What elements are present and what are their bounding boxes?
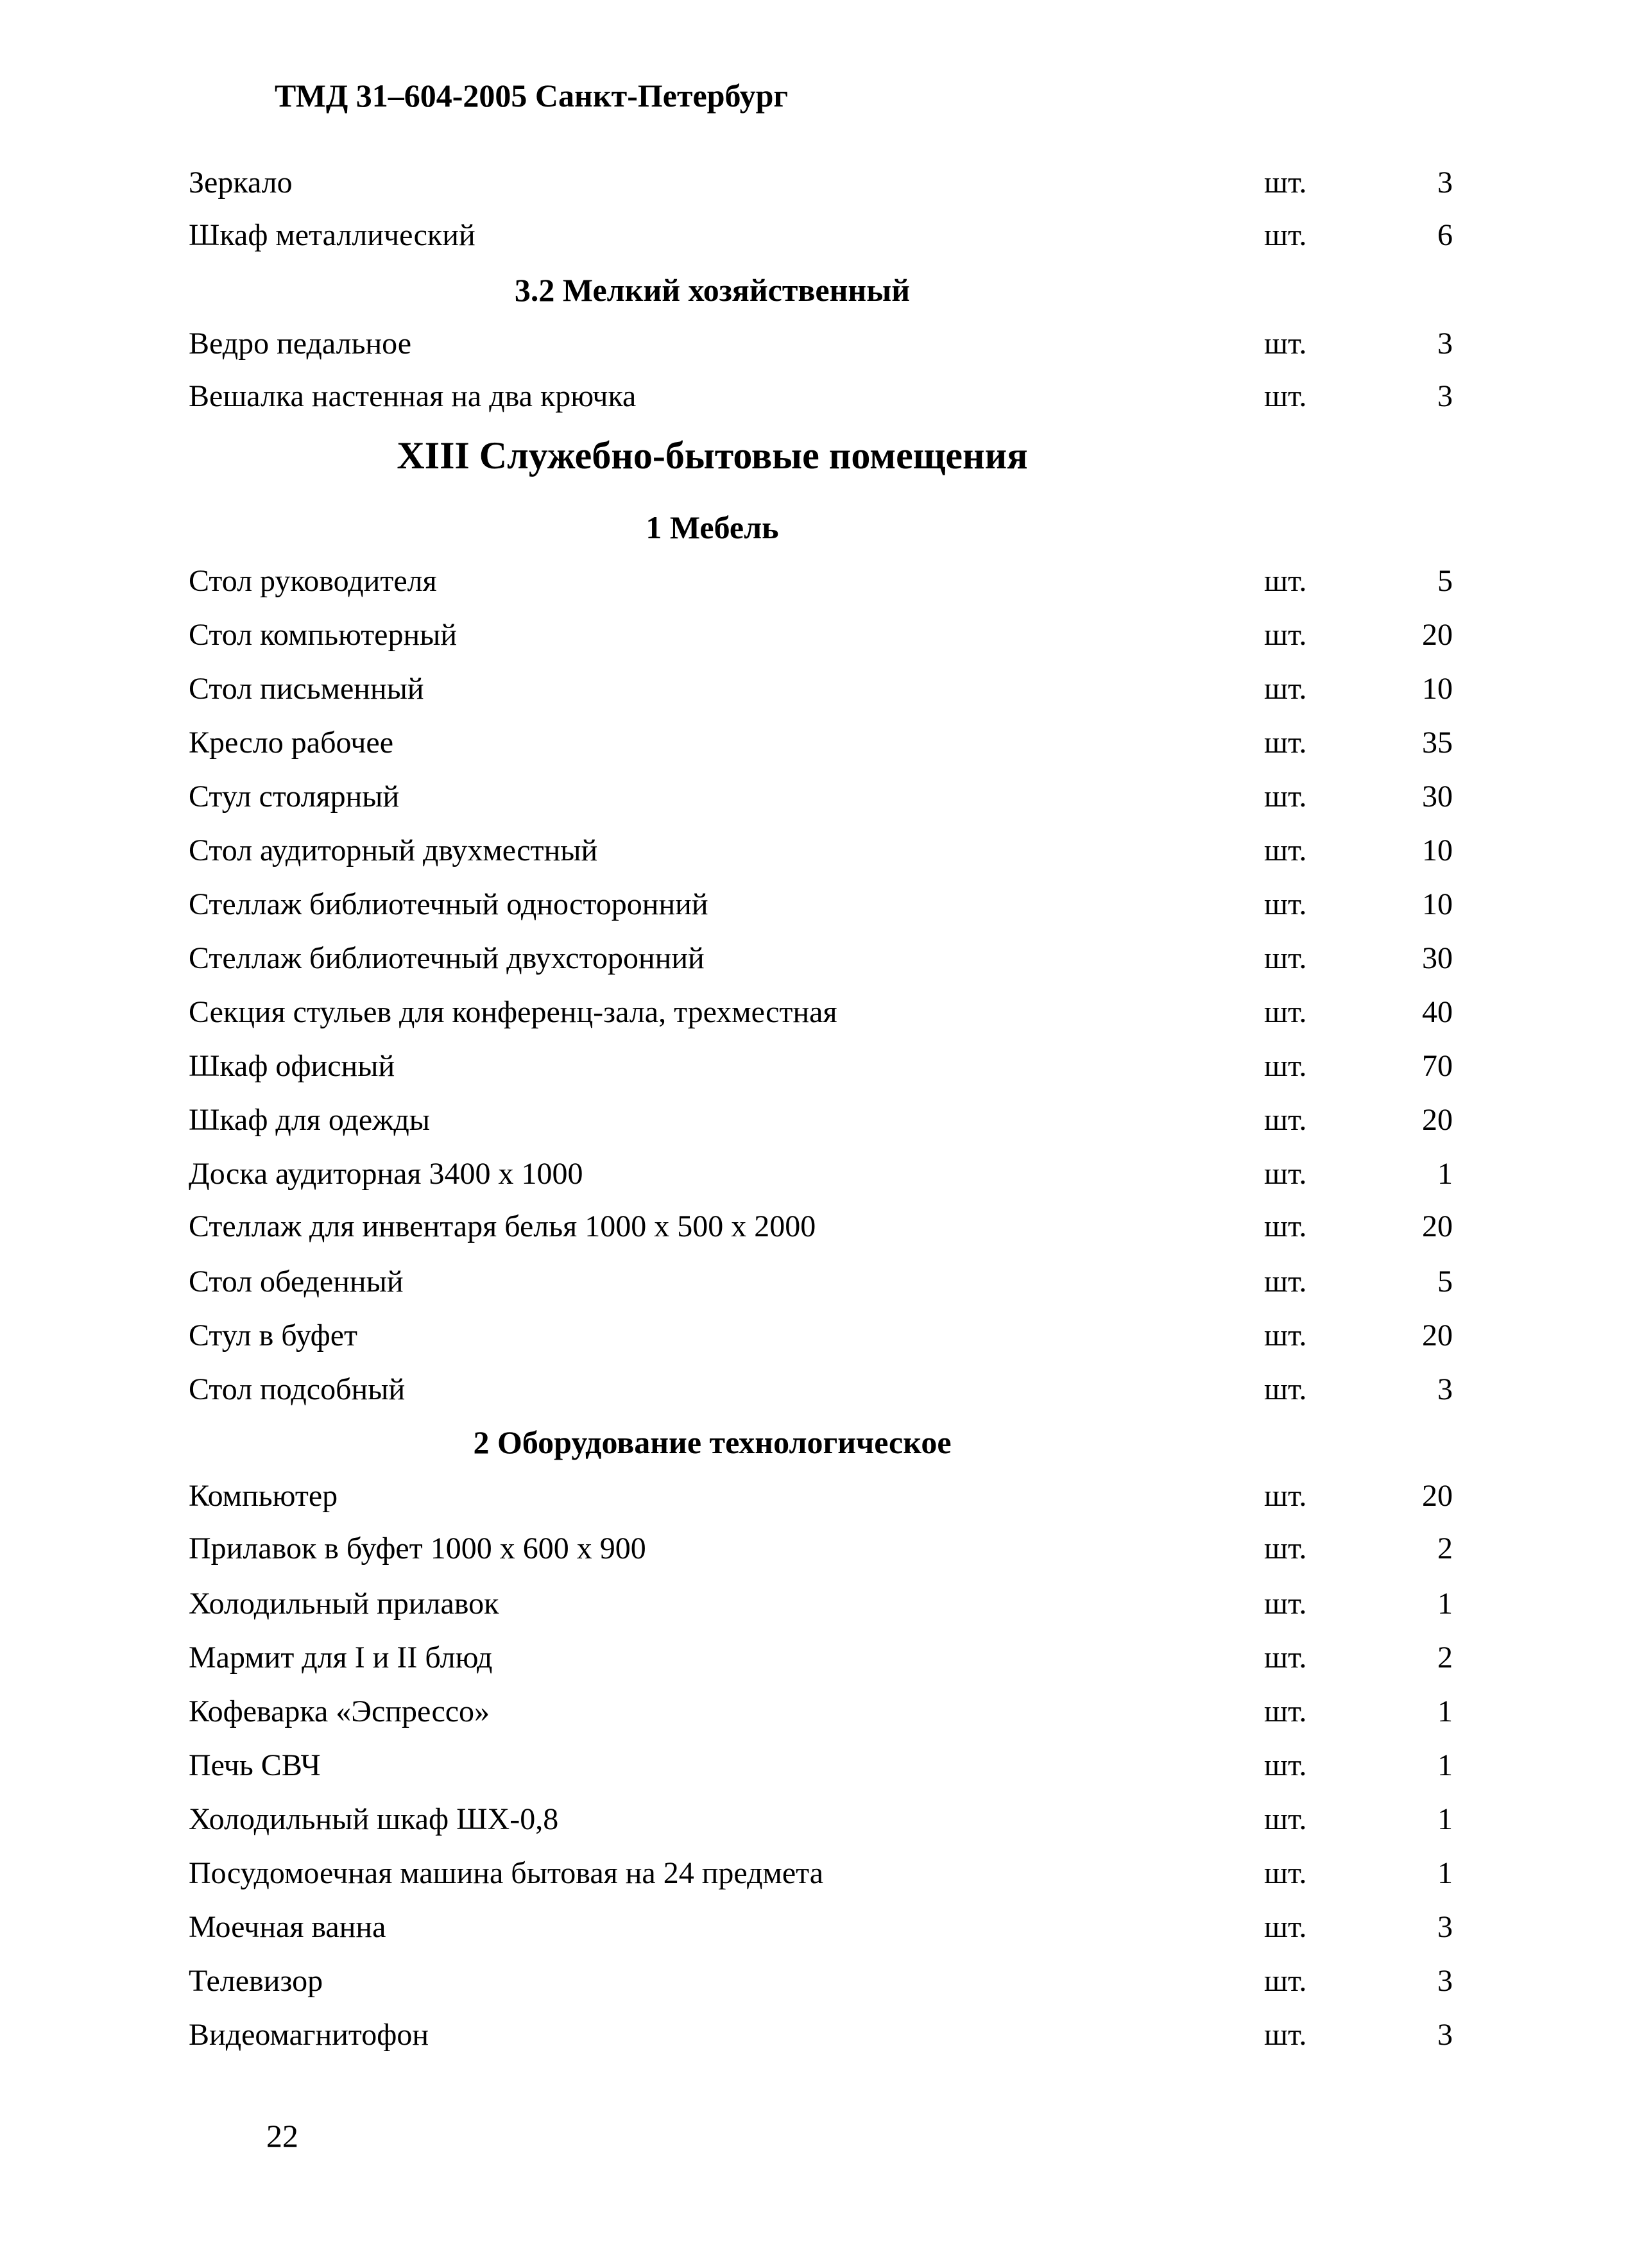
item-quantity: 20 (1422, 1103, 1453, 1137)
list-item (0, 663, 1644, 717)
item-unit: шт. (1264, 1372, 1307, 1406)
item-name: Стол аудиторный двухместный (189, 833, 598, 867)
list-item (0, 1956, 1644, 2009)
list-item (0, 1578, 1644, 1632)
item-unit: шт. (1264, 780, 1307, 814)
item-name: Шкаф офисный (189, 1049, 395, 1083)
item-unit: шт. (1264, 1479, 1307, 1513)
item-unit: шт. (1264, 1157, 1307, 1191)
item-quantity: 3 (1437, 2018, 1453, 2052)
list-item (0, 1310, 1644, 1364)
list-item (0, 771, 1644, 825)
item-name: Мармит для I и II блюд (189, 1641, 493, 1675)
list-item (0, 717, 1644, 771)
item-unit: шт. (1264, 2018, 1307, 2052)
list-item (0, 1686, 1644, 1740)
item-unit: шт. (1264, 672, 1307, 706)
subsection-title: 2 Оборудование технологическое (473, 1424, 952, 1460)
item-unit: шт. (1264, 833, 1307, 867)
item-quantity: 1 (1437, 1802, 1453, 1836)
list-item (0, 1201, 1644, 1255)
item-quantity: 3 (1437, 1964, 1453, 1998)
item-quantity: 20 (1422, 1209, 1453, 1243)
item-unit: шт. (1264, 1802, 1307, 1836)
item-quantity: 1 (1437, 1856, 1453, 1890)
item-name: Печь СВЧ (189, 1748, 321, 1782)
item-quantity: 20 (1422, 1479, 1453, 1513)
list-item (0, 1523, 1644, 1577)
item-quantity: 10 (1422, 887, 1453, 921)
item-name: Стол компьютерный (189, 618, 458, 652)
item-name: Телевизор (189, 1964, 323, 1998)
list-item (0, 1848, 1644, 1902)
item-unit: шт. (1264, 1910, 1307, 1944)
item-name: Кресло рабочее (189, 726, 394, 760)
item-name: Ведро педальное (189, 327, 412, 361)
list-item (0, 1041, 1644, 1095)
item-quantity: 30 (1422, 780, 1453, 814)
item-unit: шт. (1264, 941, 1307, 975)
item-unit: шт. (1264, 327, 1307, 361)
subsection-title: 1 Мебель (646, 509, 779, 545)
item-unit: шт. (1264, 995, 1307, 1029)
item-name: Стол обеденный (189, 1265, 404, 1299)
page-number: 22 (266, 2118, 298, 2154)
item-name: Стеллаж библиотечный двухсторонний (189, 941, 705, 975)
document-header: ТМД 31–604-2005 Санкт-Петербург (275, 78, 789, 114)
item-name: Моечная ванна (189, 1910, 386, 1944)
item-name: Холодильный шкаф ШХ-0,8 (189, 1802, 559, 1836)
item-quantity: 1 (1437, 1748, 1453, 1782)
list-item (0, 879, 1644, 933)
item-name: Вешалка настенная на два крючка (189, 379, 637, 413)
item-unit: шт. (1264, 1209, 1307, 1243)
list-item (0, 1364, 1644, 1418)
list-item (0, 1148, 1644, 1202)
item-quantity: 1 (1437, 1587, 1453, 1621)
item-name: Секция стульев для конференц-зала, трехместная (189, 995, 837, 1029)
item-quantity: 10 (1422, 833, 1453, 867)
item-unit: шт. (1264, 1587, 1307, 1621)
item-name: Доска аудиторная 3400 х 1000 (189, 1157, 583, 1191)
list-item (0, 933, 1644, 987)
item-name: Шкаф для одежды (189, 1103, 431, 1137)
item-unit: шт. (1264, 1049, 1307, 1083)
item-quantity: 20 (1422, 618, 1453, 652)
list-item (0, 1095, 1644, 1148)
item-name: Стеллаж для инвентаря белья 1000 х 500 х 2000 (189, 1209, 816, 1243)
item-unit: шт. (1264, 166, 1307, 200)
item-name: Кофеварка «Эспрессо» (189, 1694, 490, 1728)
item-quantity: 6 (1437, 218, 1453, 252)
item-unit: шт. (1264, 1103, 1307, 1137)
item-quantity: 3 (1437, 1372, 1453, 1406)
item-name: Холодильный прилавок (189, 1587, 499, 1621)
list-item (0, 1256, 1644, 1310)
list-item (0, 1632, 1644, 1686)
item-name: Стеллаж библиотечный односторонний (189, 887, 708, 921)
item-quantity: 40 (1422, 995, 1453, 1029)
item-unit: шт. (1264, 1318, 1307, 1352)
item-quantity: 1 (1437, 1694, 1453, 1728)
subsection-title: 3.2 Мелкий хозяйственный (514, 272, 911, 308)
item-name: Стол письменный (189, 672, 424, 706)
item-name: Посудомоечная машина бытовая на 24 предмета (189, 1856, 824, 1890)
list-item (0, 987, 1644, 1041)
item-unit: шт. (1264, 887, 1307, 921)
list-item (0, 1794, 1644, 1848)
item-name: Компьютер (189, 1479, 338, 1513)
item-unit: шт. (1264, 1694, 1307, 1728)
list-item (0, 371, 1644, 425)
item-quantity: 2 (1437, 1531, 1453, 1565)
item-unit: шт. (1264, 218, 1307, 252)
item-quantity: 35 (1422, 726, 1453, 760)
item-quantity: 30 (1422, 941, 1453, 975)
list-item (0, 2009, 1644, 2063)
item-name: Видеомагнитофон (189, 2018, 429, 2052)
item-unit: шт. (1264, 618, 1307, 652)
item-name: Стол подсобный (189, 1372, 406, 1406)
list-item (0, 556, 1644, 610)
item-quantity: 5 (1437, 564, 1453, 598)
item-unit: шт. (1264, 1856, 1307, 1890)
item-name: Прилавок в буфет 1000 х 600 х 900 (189, 1531, 646, 1565)
item-quantity: 3 (1437, 327, 1453, 361)
item-quantity: 3 (1437, 166, 1453, 200)
list-item (0, 318, 1644, 372)
list-item (0, 1902, 1644, 1956)
item-unit: шт. (1264, 1748, 1307, 1782)
item-name: Шкаф металлический (189, 218, 475, 252)
section-title: XIII Служебно-бытовые помещения (397, 434, 1028, 477)
item-name: Стул в буфет (189, 1318, 358, 1352)
item-unit: шт. (1264, 1531, 1307, 1565)
list-item (0, 210, 1644, 264)
list-item (0, 825, 1644, 879)
item-unit: шт. (1264, 1964, 1307, 1998)
item-quantity: 2 (1437, 1641, 1453, 1675)
item-unit: шт. (1264, 1265, 1307, 1299)
item-quantity: 10 (1422, 672, 1453, 706)
item-quantity: 3 (1437, 379, 1453, 413)
item-quantity: 70 (1422, 1049, 1453, 1083)
item-quantity: 20 (1422, 1318, 1453, 1352)
item-quantity: 5 (1437, 1265, 1453, 1299)
item-unit: шт. (1264, 564, 1307, 598)
item-unit: шт. (1264, 1641, 1307, 1675)
item-name: Зеркало (189, 166, 293, 200)
list-item (0, 1740, 1644, 1794)
list-item (0, 1471, 1644, 1524)
item-quantity: 1 (1437, 1157, 1453, 1191)
item-quantity: 3 (1437, 1910, 1453, 1944)
item-name: Стол руководителя (189, 564, 437, 598)
list-item (0, 157, 1644, 211)
item-unit: шт. (1264, 379, 1307, 413)
list-item (0, 610, 1644, 663)
item-name: Стул столярный (189, 780, 400, 814)
item-unit: шт. (1264, 726, 1307, 760)
